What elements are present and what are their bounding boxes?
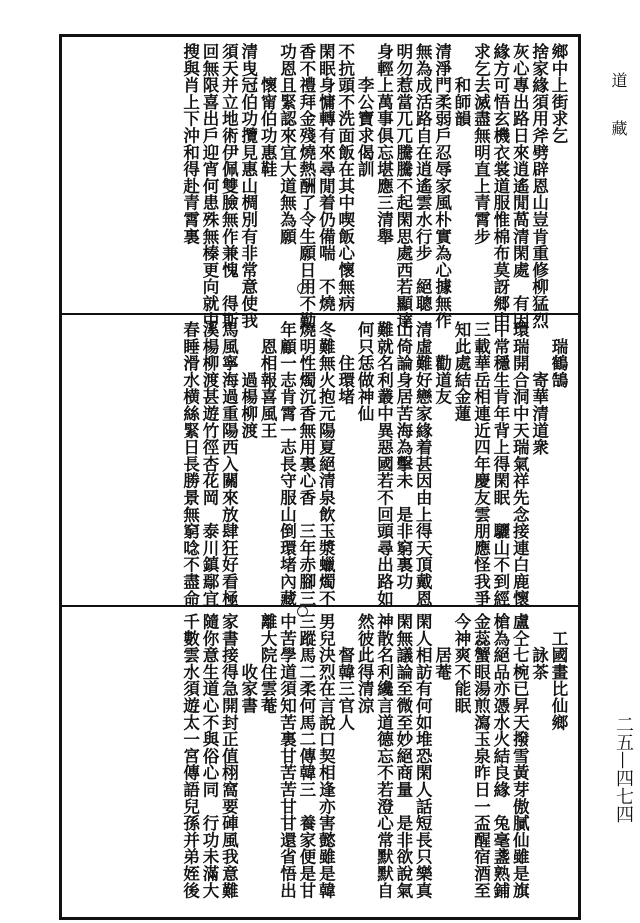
text-column: 求乞去滅盡無明直上青霄步 [471,43,491,245]
text-column: 香不禮拜金殘燒熱酬了令生願日用不勤 [296,43,316,329]
text-column: 居菴 [432,613,452,681]
text-column: 三蹤馬二柔何馬二傳韓三 養家便是甘 [296,613,316,899]
page-frame [59,34,581,920]
text-column: 何只恁做神仙 [355,321,375,422]
text-column: 隨你意生道心不與俗心同 行功未滿大 [199,613,219,899]
text-column: 今神爽不能眠 [452,613,472,714]
text-column: 環瑞開合洞中天瑞氣祥先念接連白鹿懷 [510,321,530,607]
text-column: 中苦學道須知苦裏甘苦苦甘甘還省悟出 [277,613,297,899]
panel-middle [62,315,578,605]
text-column: 馬風寧海過重陽西入關來放肆狂好看極 [219,321,239,607]
text-column: 恩相報喜風王 [258,321,278,439]
text-column: 男兒決烈在言說口契相逢亦害懿雖是韓 [316,613,336,899]
text-column: 冬難無火抱元陽夏絕清泉飲玉漿蠟燭不 [316,321,336,607]
text-column: 工國畫比仙鄉 [549,613,568,731]
text-column: 知此處結金蓮 [452,321,472,422]
text-column: 捨家緣須用斧劈辟恩山豈肯重修柳猛烈 [529,43,549,329]
panel-top [62,37,578,329]
text-column: 閑眠身慵轉有來尋閒着仍備喘 不燒 [316,43,336,312]
text-column: 詠茶 [529,613,549,681]
text-column: 李公寶求偈訓 [355,43,375,178]
text-column: 盧仝七椀已昇天撥雪黃芽傲膩仙雖是旗 [510,613,530,899]
text-column: 金蕊蟹眼湯煎瀉玉泉昨日一盃醒宿酒至 [471,613,491,899]
text-column: 明勿惹當兀兀騰騰不起閑思處西若顯達 [393,43,413,329]
text-column: 三載華岳相連近四年慶友雲朋應怪我爭 [471,321,491,607]
text-column: 勸道友 [432,321,452,405]
text-column: 離大院住雲菴 [258,613,278,714]
text-column: 難就名利叢中異惡國若不回頭尋出路如 [374,321,394,607]
text-column: 槍為絕品亦憑水火結良緣 兔毫盞熟鋪 [490,613,510,899]
text-column: 閑無議論至微至妙絕商量 是非欲說氣 [393,613,413,899]
text-column: 緣方可悟玄機衣裳道服惟棉布莫訝郷中 [490,43,510,329]
text-column: 年顧一志肯霄一志長守服山倒環堵內藏 [277,321,297,607]
text-column: 無為成活路自在逍遙雲水行步 絕聰 [413,43,433,312]
panel-bottom [62,607,578,917]
text-column: 過楊柳渡 [238,321,258,439]
text-column: 春睡滑水横絲緊日長勝景無窮唸不盡命 [180,321,200,607]
text-column: 功恩且緊認來宜大道無為願 [277,43,297,245]
text-column: 收家書 [238,613,258,714]
text-column: 督韓三官人 [335,613,355,731]
text-column: 懷甯伯功惠鞋 [258,43,278,178]
text-column: 神散名利纔言道德忘不若澄心常默默自 [374,613,394,899]
text-column: 不抗頭不洗面飯在其中喫飯心懷無病 [335,43,355,312]
page-number: 二五—四七四 [613,715,634,823]
text-column: 鄉中上街求乞 [549,43,568,144]
text-column: 寄華清道衆 [529,321,549,456]
punch-hole-mark [297,283,308,294]
text-column: 中常穩生肯年背上得閑眠 驪山不到經 [490,321,510,607]
text-column: 灰心專出路日來逍遙閒萵清閑處 有因 [510,43,530,329]
text-column: 溪楊柳渡甚遊竹徑杏花岡 泰川鎮鄢宜 [199,321,219,607]
text-column: 須天并立地術伊佩雙臉無作兼愧 得斯 [219,43,239,329]
text-column: 山倚論身居苦海為擊未 是非窮裏功 [393,321,413,590]
text-column: 清淨門柔弱戶忍辱家風朴實為心據無作 [432,43,452,329]
text-column: 回無限喜出戶迎宵何患殊無榛更向就中 [199,43,219,329]
text-column: 燒明性燭沉香無用裏心香 三年赤腳三 [296,321,316,607]
text-column: 清曳冠伯功攬見惠山椆別有非常意使我 [238,43,258,329]
text-column: 身輕上萬事俱忘堪應三清舉 [374,43,394,245]
text-column: 瑞鶴鵠 [549,321,568,389]
book-label: 道 藏 [609,72,628,136]
text-column: 千數雲水須遊太一宮傳語兒孫并弟姪後 [180,613,200,899]
text-column: 搜與肖上下沖和得赴青霄裏 [180,43,200,245]
punch-hole-mark [297,606,308,617]
text-column: 和師韻 [452,43,472,127]
text-column: 閑人相訪有何如堆恐閑人話短長只樂真 [413,613,433,899]
text-column: 然彼此得清涼 [355,613,375,714]
text-column: 住環堵 [335,321,355,405]
text-column: 清虛難好戀家緣着甚因由上得天頂戴恩 [413,321,433,607]
text-column: 家書接得急開封正值栩窩要硨風我意難 [219,613,239,899]
